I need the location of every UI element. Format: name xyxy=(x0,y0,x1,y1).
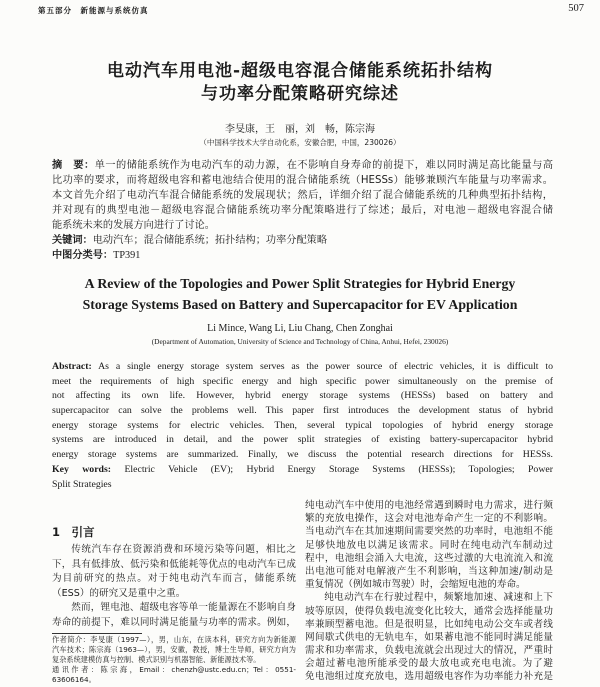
body-line: 寿命的前提下，难以同时满足能量与功率的需求。例如， xyxy=(52,616,296,628)
running-header: 第五部分 新能源与系统仿真 xyxy=(38,6,149,15)
body-line: 当电动汽车在其加速期间需要突然的功率时，电池组不能 xyxy=(305,526,553,538)
abstract-cn xyxy=(52,158,553,263)
body-line: 传统汽车存在资源消费和环境污染等问题，相比之 xyxy=(71,544,296,555)
abstract-en xyxy=(52,360,553,492)
footnote-line: 汽车技术；陈宗海（1963—），男，安徽，教授，博士生导师，研究方向为 xyxy=(52,645,296,654)
body-line: 率兼顾型蓄电池。但是很明显，比如纯电动公交车或者线 xyxy=(305,618,553,630)
abstract-en-line: meet the requirements of high specific energy and high specific power simultaneously on the premise of xyxy=(52,375,553,387)
body-line: 纯电动汽车中使用的电池经常遇到瞬时电力需求，进行频 xyxy=(305,500,553,511)
authors-en: Li Mince, Wang Li, Liu Chang, Chen Zonghai xyxy=(207,323,393,334)
affiliation-cn: （中国科学技术大学自动化系，安徽合肥，中国，230026） xyxy=(199,138,401,147)
page-number: 507 xyxy=(568,3,584,14)
footnote-line: 作者简介：李旻康（1997—），男，山东，在读本科，研究方向为新能源 xyxy=(52,635,296,644)
footnote-line: 复杂系统建模仿真与控制、模式识别与机器智能、新能源技术等。 xyxy=(52,655,261,664)
keywords-cn-label: 关键词： xyxy=(52,235,93,246)
footnote xyxy=(52,635,296,685)
body-line: 出电池可能对电解液产生不利影响，当这种加速/制动是 xyxy=(305,565,553,577)
abstract-cn-line: 摘 要：单一的储能系统作为电动汽车的动力源，在不影响自身寿命的前提下，难以同时满足高比能量与高 xyxy=(52,160,553,171)
abstract-en-line: Abstract: As a single energy storage system serves as the power source of electric vehicles, it is difficult to xyxy=(52,361,553,372)
abstract-cn-line: 能系统未来的发展方向进行了讨论。 xyxy=(52,220,215,231)
clc-number: 中图分类号：TP391 xyxy=(52,250,141,261)
right-column-text xyxy=(305,499,553,684)
title-en-line: A Review of the Topologies and Power Split Strategies for Hybrid Energy xyxy=(84,276,516,291)
body-line: 纯电动汽车在行驶过程中，频繁地加速、减速和上下 xyxy=(324,592,553,604)
title-en xyxy=(0,273,600,315)
abstract-en-label: Abstract: xyxy=(52,361,92,372)
body-line: 繁的充放电操作，这会对电池寿命产生一定的不利影响。 xyxy=(305,513,553,525)
body-line: 足够快地放电以满足该需求。同时在纯电动汽车制动过 xyxy=(305,539,553,551)
keywords-en-line: Key words: Electric Vehicle (EV); Hybrid Energy Storage Systems (HESSs); Topologies; Power xyxy=(52,463,553,475)
clc-label: 中图分类号： xyxy=(52,250,114,261)
abstract-en-line: not affecting its own life. However, hybrid energy storage systems (HESSs) based on battery and xyxy=(52,390,553,402)
left-column-text xyxy=(52,543,296,631)
body-line: 重复情况（例如城市驾驶）时，会缩短电池的寿命。 xyxy=(305,579,526,591)
body-line: 网间歇式供电的无轨电车，如果蓄电池不能同时满足能量 xyxy=(305,631,553,643)
keywords-cn: 关键词：电动汽车；混合储能系统；拓扑结构；功率分配策略 xyxy=(52,235,328,246)
body-line: 需求和功率需求，负载电流就会出现过大的情况，严重时 xyxy=(305,645,553,657)
section-heading: 1 引言 xyxy=(52,525,95,539)
footnote-line: 63606164。 xyxy=(52,675,96,684)
abstract-en-line: systems are introduced in detail, and the power split strategies of existing battery-supercapacitor hybrid xyxy=(52,434,553,446)
title-en-line: Storage Systems Based on Battery and Supercapacitor for EV Application xyxy=(82,297,518,312)
title-cn-line: 电动汽车用电池-超级电容混合储能系统拓扑结构 xyxy=(106,61,494,81)
abstract-cn-line: 并对现有的典型电池－超级电容混合储能系统功率分配策略进行了综述；最后，对电池－超级电容混合储 xyxy=(52,205,553,216)
abstract-cn-line: 比功率的要求，而将超级电容和蓄电池结合使用的混合储能系统（HESSs）能够兼顾汽车能量与功率需求。 xyxy=(52,175,553,186)
footnote-divider xyxy=(52,633,142,634)
body-line: 下，具有低排放、低污染和低能耗等优点的电动汽车已成 xyxy=(52,558,296,570)
abstract-en-line: supercapacitor can solve the problems well. This paper first introduces the development status of hybrid xyxy=(52,405,553,417)
authors-cn: 李旻康，王 丽，刘 畅，陈宗海 xyxy=(225,124,375,135)
body-line: （ESS）的研究又是重中之重。 xyxy=(52,587,186,599)
abstract-cn-label: 摘 要： xyxy=(52,160,95,171)
body-line: 为目前研究的热点。对于纯电动汽车而言，储能系统 xyxy=(52,573,296,585)
abstract-cn-line: 本文首先介绍了电动汽车混合储能系统的发展现状；然后，详细介绍了混合储能系统的几种典型拓扑结构， xyxy=(52,190,553,201)
affiliation-en: (Department of Automation, University of Science and Technology of China, Anhui, Hefei, 230026) xyxy=(151,337,449,346)
title-cn-line: 与功率分配策略研究综述 xyxy=(201,84,399,104)
keywords-en-label: Key words: xyxy=(52,463,112,475)
abstract-en-line: energy storage systems for electric vehicles. Then, several typical topologies of hybrid energy storage xyxy=(52,419,553,431)
keywords-en-line: Split Strategies xyxy=(52,478,112,490)
body-line: 会超过蓄电池所能承受的最大放电或充电电流。为了避 xyxy=(305,658,553,670)
title-cn xyxy=(0,60,600,106)
body-line: 坡等原因，使得负载电流变化比较大，通常会选择能量功 xyxy=(305,605,553,617)
footnote-line: 通讯作者：陈宗海，Email：chenzh@ustc.edu.cn；Tel：0551- xyxy=(52,665,296,674)
body-line: 程中，电池组会涌入大电流，这些过激的大电流流入和流 xyxy=(305,552,553,564)
body-line: 然而，锂电池、超级电容等单一能量源在不影响自身 xyxy=(71,602,296,614)
abstract-en-line: energy storage systems are summarized. Finally, we discuss the potential research directions for HESSs. xyxy=(52,449,553,461)
body-line: 免电池组过度充放电，选用超级电容作为功率能力补充是 xyxy=(305,671,553,683)
